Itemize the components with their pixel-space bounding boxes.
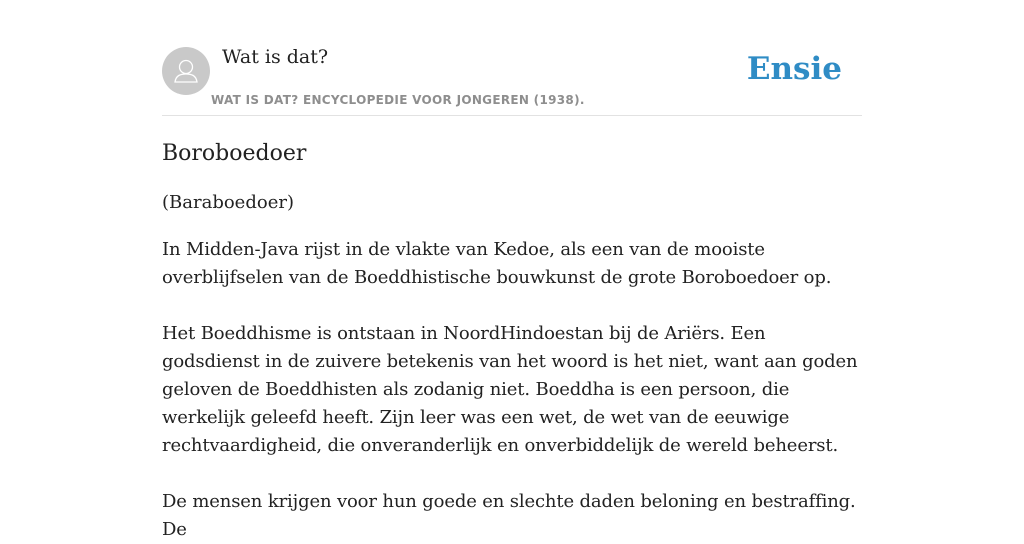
article-alternate-name: (Baraboedoer) [162,192,294,213]
source-subtitle[interactable]: WAT IS DAT? ENCYCLOPEDIE VOOR JONGEREN (1938). [211,93,585,107]
article-content [162,138,864,544]
article-title: Boroboedoer [162,141,307,166]
ensie-logo[interactable]: Ensie [746,51,842,87]
article-paragraph-3: De mensen krijgen voor hun goede en slechte daden beloning en bestraffing. De [162,491,856,540]
article-paragraph-2: Het Boeddhisme is ontstaan in NoordHindoestan bij de Ariërs. Een godsdienst in de zuivere betekenis van het woord is het niet, want aan goden geloven de Boeddhisten als zodanig niet. Boeddha is een persoon, die werkelijk geleefd heeft. Zijn leer was een wet, de wet van de eeuwige rechtvaardigheid, die onveranderlijk en onverbiddelijk de wereld beheerst. [162,323,858,456]
source-title[interactable]: Wat is dat? [222,46,329,68]
article-paragraph-1: In Midden-Java rijst in de vlakte van Kedoe, als een van de mooiste overblijfselen van de Boeddhistische bouwkunst de grote Boroboedoer op. [162,239,832,288]
user-avatar-icon[interactable] [162,47,210,95]
source-header [162,46,862,116]
